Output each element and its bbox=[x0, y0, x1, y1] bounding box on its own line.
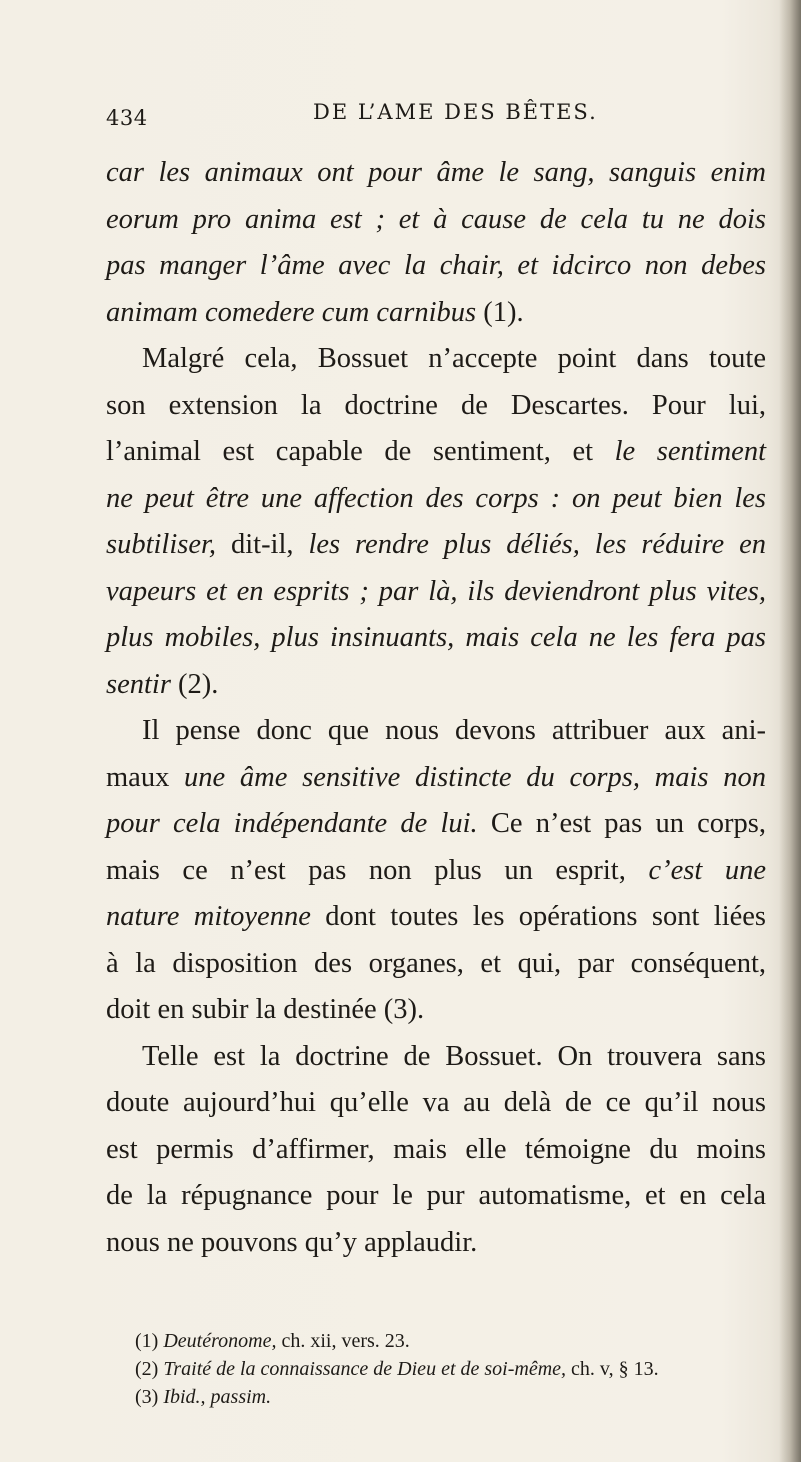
roman-text: de la répugnance pour le pur automatisme, et en cela bbox=[106, 1180, 766, 1211]
text-line bbox=[106, 941, 766, 988]
footnote bbox=[135, 1327, 775, 1355]
italic-text: ne peut être une affection des corps : on peut bien les bbox=[106, 482, 766, 514]
footnote-text: (3) bbox=[135, 1386, 164, 1408]
text-line bbox=[106, 243, 766, 290]
footnote-text: ch. v, § 13. bbox=[566, 1358, 659, 1380]
roman-text: mais ce n’est pas non plus un esprit, bbox=[106, 854, 649, 886]
text-line bbox=[106, 615, 766, 662]
footnote-italic-text: Ibid., passim. bbox=[163, 1386, 272, 1408]
paragraph bbox=[106, 150, 766, 336]
text-line bbox=[106, 987, 766, 1034]
roman-text: à la disposition des organes, et qui, par conséquent, bbox=[106, 947, 766, 979]
paragraph bbox=[106, 1034, 766, 1267]
text-line bbox=[106, 708, 766, 755]
italic-text: subtiliser, bbox=[106, 529, 217, 560]
italic-text: le sentiment bbox=[614, 436, 766, 467]
italic-text: pour cela indépendante de lui. bbox=[106, 808, 478, 839]
body-text bbox=[106, 150, 766, 1266]
italic-text: pas manger l’âme avec la chair, et idcirco non debes bbox=[106, 250, 766, 281]
text-line bbox=[106, 336, 766, 383]
roman-text: doit en subir la destinée (3). bbox=[106, 994, 425, 1025]
page-number: 434 bbox=[106, 106, 148, 130]
footnotes bbox=[135, 1327, 775, 1411]
paragraph bbox=[106, 336, 766, 708]
roman-text: Ce n’est pas un corps, bbox=[477, 808, 766, 839]
paragraph bbox=[106, 708, 766, 1034]
roman-text: Il pense donc que nous devons attribuer aux ani- bbox=[142, 715, 766, 746]
footnote-text: (2) bbox=[135, 1358, 164, 1380]
footnote bbox=[135, 1355, 775, 1383]
roman-text: (1). bbox=[476, 296, 524, 328]
text-line bbox=[106, 429, 766, 476]
italic-text: animam comedere cum carnibus bbox=[106, 296, 477, 328]
roman-text: nous ne pouvons qu’y applaudir. bbox=[106, 1226, 478, 1258]
footnote-text: (1) bbox=[135, 1330, 164, 1352]
text-line bbox=[106, 522, 766, 569]
text-line bbox=[106, 801, 766, 848]
roman-text: maux bbox=[106, 761, 185, 793]
text-line bbox=[106, 662, 766, 709]
roman-text: l’animal est capable de sentiment, et bbox=[106, 436, 615, 467]
roman-text: est permis d’affirmer, mais elle témoigne du moins bbox=[106, 1133, 766, 1165]
text-line bbox=[106, 1173, 766, 1220]
text-line bbox=[106, 569, 766, 616]
text-line bbox=[106, 755, 766, 802]
footnote bbox=[135, 1383, 775, 1411]
text-line bbox=[106, 150, 766, 197]
text-line bbox=[106, 894, 766, 941]
text-line bbox=[106, 1220, 766, 1267]
roman-text: dont toutes les opérations sont liées bbox=[310, 901, 767, 932]
roman-text: dit-il, bbox=[216, 529, 309, 560]
italic-text: vapeurs et en esprits ; par là, ils deviendront plus vites, bbox=[106, 575, 766, 607]
page-header bbox=[106, 100, 706, 140]
roman-text: Malgré cela, Bossuet n’accepte point dans toute bbox=[142, 343, 766, 374]
italic-text: eorum pro anima est ; et à cause de cela tu ne dois bbox=[106, 203, 766, 235]
italic-text: c’est une bbox=[648, 854, 766, 886]
italic-text: les rendre plus déliés, les réduire en bbox=[308, 529, 766, 560]
italic-text: sentir bbox=[106, 668, 171, 700]
italic-text: plus mobiles, plus insinuants, mais cela ne les fera pas bbox=[106, 622, 766, 653]
roman-text: Telle est la doctrine de Bossuet. On trouvera sans bbox=[142, 1040, 766, 1072]
text-line bbox=[106, 197, 766, 244]
footnote-italic-text: Deutéronome, bbox=[163, 1330, 277, 1352]
italic-text: nature mitoyenne bbox=[106, 901, 311, 932]
running-title: DE L’AME DES BÊTES. bbox=[313, 100, 598, 124]
footnote-text: ch. xii, vers. 23. bbox=[276, 1330, 410, 1352]
text-line bbox=[106, 290, 766, 337]
italic-text: car les animaux ont pour âme le sang, sanguis enim bbox=[106, 157, 766, 188]
text-line bbox=[106, 1127, 766, 1174]
text-line bbox=[106, 848, 766, 895]
text-line bbox=[106, 476, 766, 523]
roman-text: son extension la doctrine de Descartes. Pour lui, bbox=[106, 389, 766, 421]
page-edge-shadow bbox=[779, 0, 801, 1462]
text-line bbox=[106, 1080, 766, 1127]
roman-text: (2). bbox=[170, 668, 219, 700]
italic-text: une âme sensitive distincte du corps, mais non bbox=[184, 761, 766, 793]
roman-text: doute aujourd’hui qu’elle va au delà de ce qu’il nous bbox=[106, 1087, 766, 1118]
text-line bbox=[106, 383, 766, 430]
text-line bbox=[106, 1034, 766, 1081]
footnote-italic-text: Traité de la connaissance de Dieu et de soi-même, bbox=[163, 1358, 567, 1380]
